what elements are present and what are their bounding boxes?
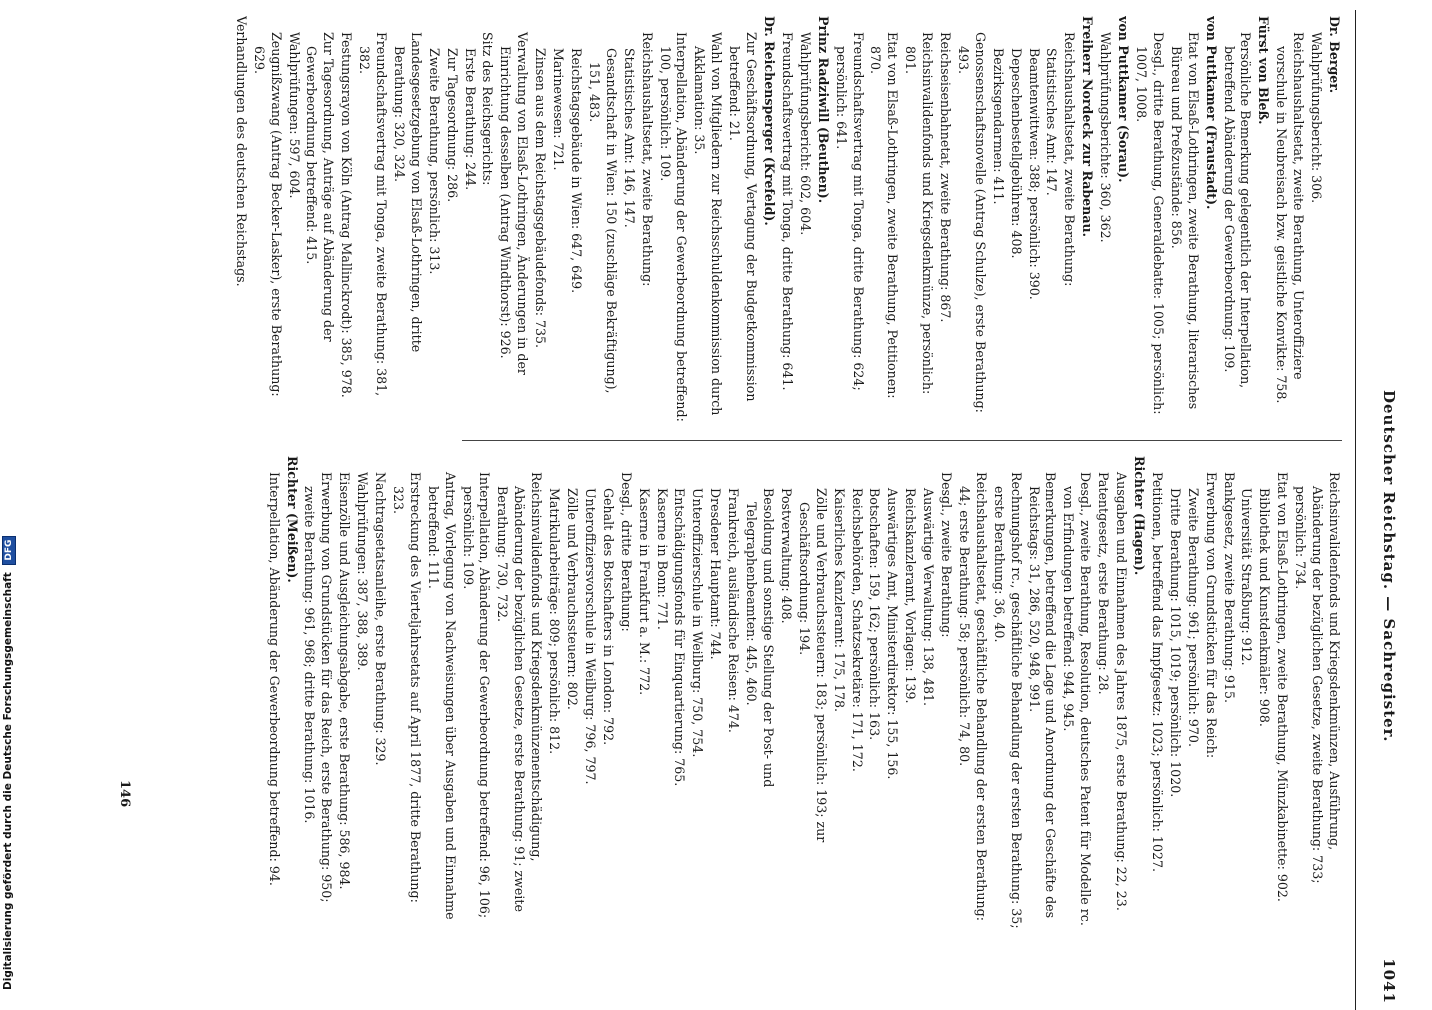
register-subentry: Matrikularbeiträge: 809; persönlich: 812. bbox=[547, 488, 563, 755]
register-subentry: Wahl von Mitgliedern zur Reichsschuldenkommission durch Akklamation: 35. bbox=[692, 32, 725, 416]
register-subentry: Kaiserliches Kanzleramt: 175, 178. bbox=[831, 488, 847, 713]
register-name-entry: Fürst von Bleß. bbox=[1256, 16, 1272, 125]
register-subentry: Interpellation, Abänderung der Gewerbeordnung betreffend: 96, 106; persönlich: 109. bbox=[460, 472, 493, 919]
register-subentry: Zölle und Verbrauchssteuern: 802. bbox=[565, 488, 581, 710]
register-subentry: Statistisches Amt: 147. bbox=[1044, 48, 1060, 196]
register-subentry: Wahlprüfungen: 387, 388, 389. bbox=[355, 472, 371, 671]
register-subentry: Nachtragsetatsanleihe, erste Berathung: 329. bbox=[373, 472, 389, 766]
register-subentry: Desgl., dritte Berathung, Generaldebatte: 1005; persönlich: 1007, 1008. bbox=[1134, 32, 1166, 415]
folio-number: 146 bbox=[117, 780, 132, 808]
register-subentry: Unteroffizierschule in Weilburg: 750, 754. bbox=[690, 488, 706, 758]
column-divider bbox=[462, 440, 1342, 441]
register-subentry: Bankgesetz, zweite Berathung: 915. bbox=[1221, 472, 1237, 704]
register-subentry: Etat von Elsaß-Lothringen, zweite Berathung, Petitionen: 870. bbox=[868, 32, 901, 399]
register-subentry: Bemerkungen, betreffend die Lage und Anordnung der Geschäfte des Reichstags: 31, 286, 520, 948, 991. bbox=[1026, 472, 1059, 919]
register-subentry: Zweite Berathung, persönlich: 313. bbox=[426, 48, 442, 275]
running-head bbox=[1355, 10, 1404, 1010]
register-subentry: Reichshaushaltsetat, zweite Berathung, Unteroffiziere vorschule in Neubreisach bzw. geistliche Konvikte: 758. bbox=[1274, 32, 1307, 404]
digitisation-notice bbox=[2, 390, 18, 990]
register-name-entry: Dr. Reichensperger (Krefeld). bbox=[762, 16, 777, 226]
register-subentry: Patentgesetz, erste Berathung: 28. bbox=[1096, 472, 1112, 695]
right-column bbox=[102, 456, 1342, 930]
register-subentry: Reichshaushaltsetat, geschäftliche Behandlung der ersten Berathung: 44; erste Berathung: 58; persönlich: 74, 80. bbox=[956, 472, 989, 921]
left-column bbox=[102, 16, 1342, 424]
rotated-text-page bbox=[84, 10, 1404, 1010]
register-subentry: Gesandtschaft in Wien: 150 (zuschläge Bekräftigung), 151, 483. bbox=[586, 48, 619, 394]
register-subentry: Marinewesen: 721. bbox=[551, 48, 567, 171]
register-subentry: Freundschaftsvertrag mit Tonga, dritte Berathung: 641. bbox=[779, 32, 795, 391]
register-subentry: Rechnungshof rc., geschäftliche Behandlung der ersten Berathung: 35; erste Berathung: 36, 40. bbox=[991, 472, 1024, 929]
register-name-entry: Prinz Radziwill (Beuthen). bbox=[815, 16, 831, 204]
register-subentry: Auswärtige Verwaltung: 138, 481. bbox=[921, 488, 937, 706]
register-subentry: Zölle und Verbrauchssteuern: 183; persönlich: 193; zur Geschäftsordnung: 194. bbox=[796, 488, 829, 843]
register-subentry: Depeschenbestellgebühren: 408. bbox=[1008, 48, 1024, 259]
register-subentry: Wahlprüfungsbericht: 306. bbox=[1309, 32, 1325, 204]
register-subentry: Sitz des Reichsgerichts: bbox=[480, 32, 496, 186]
register-subentry: Wahlprüfungsberichte: 360, 362. bbox=[1098, 32, 1114, 243]
register-subentry: Kaserne in Bonn: 771. bbox=[654, 488, 670, 630]
register-subentry: Eisenzölle und Ausgleichungsabgabe, erste Berathung: 586, 984. bbox=[337, 472, 353, 890]
register-subentry: Interpellation, Abänderung der Gewerbeordnung betreffend: 94. bbox=[266, 472, 282, 886]
register-subentry: Reichsinvalidenfonds und Kriegsdenkmünze, persönlich: 801. bbox=[903, 32, 936, 395]
register-subentry: Reichstagsgebäude in Wien: 647, 649. bbox=[569, 48, 585, 294]
register-subentry: Desgl., dritte Berathung: bbox=[618, 472, 634, 632]
register-subentry: Zur Geschäftsordnung, Vertagung der Budgetkommission betreffend: 21. bbox=[727, 32, 760, 402]
register-subentry: Persönliche Bemerkung gelegentlich der Interpellation, betreffend Abänderung der Gewerbeordnung: 109. bbox=[1221, 32, 1254, 389]
register-subentry: Entschädigungsfonds für Einquartierung: 765. bbox=[672, 488, 688, 787]
register-subentry: Genossenschaftsnovelle (Antrag Schulze), erste Berathung: 493. bbox=[955, 32, 988, 413]
register-subentry: Gehalt des Botschafters in London: 792. bbox=[600, 488, 616, 746]
register-subentry: Festungsrayon von Köln (Antrag Mallinckrodt): 385, 978. bbox=[339, 32, 355, 398]
page-title: Deutscher Reichstag. — Sachregister. bbox=[1380, 390, 1398, 743]
register-subentry: Auswärtiges Amt, Ministerdirektor: 155, 156. bbox=[885, 488, 901, 780]
register-subentry: Besoldung und sonstige Stellung der Post- und Telegraphenbeamten: 445, 460. bbox=[744, 488, 776, 788]
register-subentry: Etat von Elsaß-Lothringen, zweite Berathung, Münzkabinette: 902. bbox=[1275, 472, 1291, 902]
register-subentry: Freundschaftsvertrag mit Tonga, zweite Berathung: 381, 382. bbox=[357, 32, 390, 397]
register-subentry: Reichsbehörden, Schatzsekretäre: 171, 172. bbox=[849, 488, 865, 772]
register-subentry: Freundschaftsvertrag mit Tonga, dritte Berathung: 624; persönlich: 641. bbox=[833, 32, 866, 391]
register-subentry: Antrag, Vorlegung von Nachweisungen über Ausgaben und Einnahme betreffend: 111. bbox=[425, 472, 458, 920]
register-subentry: Wahlprüfungen: 597, 604. bbox=[286, 32, 302, 199]
page-number: 1041 bbox=[1380, 958, 1398, 1004]
register-subentry: Universität Straßburg: 912. bbox=[1239, 488, 1255, 666]
register-subentry: Zweite Berathung: 961; persönlich: 970. bbox=[1185, 488, 1201, 747]
register-subentry: Reichskanzleramt, Vorlagen: 139. bbox=[903, 488, 919, 704]
register-subentry: Wahlprüfungsbericht: 602, 604. bbox=[797, 32, 813, 236]
register-subentry: Botschaften: 159, 162; persönlich: 163. bbox=[867, 488, 883, 741]
register-subentry: Desgl., zweite Berathung: bbox=[939, 472, 955, 638]
register-subentry: Beamtenwittwen: 388; persönlich: 390. bbox=[1026, 48, 1042, 300]
register-subentry: Kaserne in Frankfurt a. M.: 772. bbox=[636, 488, 652, 696]
register-subentry: Erste Berathung: 244. bbox=[462, 48, 478, 191]
register-subentry: Reichseisenbahnetat, zweite Berathung: 867. bbox=[938, 32, 954, 323]
register-subentry: Bibliothek und Kunstdenkmäler: 908. bbox=[1257, 488, 1273, 727]
register-subentry: Reichsinvalidenfonds und Kriegsdenkmünzen, Ausführung, Abänderung der bezüglichen Gesetze, zweite Berathung: 733; persönlich: 734. bbox=[1293, 472, 1342, 884]
register-name-entry: Freiherr Nordeck zur Rabenau. bbox=[1080, 16, 1096, 238]
register-subentry: Interpellation, Abänderung der Gewerbeordnung betreffend: 100, persönlich: 109. bbox=[657, 32, 690, 422]
register-subentry: Erwerbung von Grundstücken für das Reich: bbox=[1203, 472, 1219, 759]
register-name-entry: Richter (Meißen). bbox=[284, 456, 300, 583]
register-subentry: Landesgesetzgebung von Elsaß-Lothringen, dritte Berathung: 320, 324. bbox=[391, 32, 424, 353]
register-subentry: Reichshaushaltsetat, zweite Berathung: bbox=[1062, 32, 1078, 287]
register-subentry: Zur Tagesordnung, Anträge auf Abänderung der Gewerbeordnung betreffend: 415. bbox=[304, 32, 337, 342]
register-subentry: Erstreckung des Vierteljahrsetats auf April 1877, dritte Berathung: 323. bbox=[390, 472, 423, 903]
register-subentry: Petitionen, betreffend das Impfgesetz: 1023; persönlich: 1027. bbox=[1149, 472, 1165, 872]
register-name-entry: von Puttkamer (Sorau). bbox=[1116, 16, 1132, 183]
register-name-entry: Dr. Berger. bbox=[1327, 16, 1342, 94]
register-subentry: Etat von Elsaß-Lothringen, zweite Berathung, literarisches Büreau und Preßzustände: 856. bbox=[1168, 32, 1201, 410]
register-subentry: Unteroffiziersvorschule in Weilburg: 796, 797. bbox=[582, 488, 598, 785]
register-subentry: Ausgaben und Einnahmen des Jahres 1875, erste Berathung: 22, 23. bbox=[1114, 472, 1130, 911]
dfg-logo: DFG bbox=[2, 536, 16, 565]
register-subentry: Statistisches Amt: 146, 147. bbox=[621, 48, 637, 228]
register-subentry: Bezirksgendarmen: 411. bbox=[990, 48, 1006, 205]
register-name-entry: von Puttkamer (Fraustadt). bbox=[1203, 16, 1219, 210]
register-subentry: Dresdener Hauptamt: 744. bbox=[708, 488, 724, 660]
register-subentry: Dritte Berathung: 1015, 1019; persönlich: 1020. bbox=[1167, 488, 1183, 798]
register-subentry: Erwerbung von Grundstücken für das Reich, erste Berathung: 950; zweite Berathung: 961, 968; dritte Berathung: 1016. bbox=[302, 472, 335, 903]
register-subentry: Verwaltung von Elsaß-Lothringen, Änderungen in der Einrichtung desselben (Antrag Windthorst): 926. bbox=[498, 32, 531, 375]
register-subentry: Reichshaushaltsetat, zweite Berathung: bbox=[639, 32, 655, 287]
register-subentry: Zinsen aus dem Reichstagsgebäudefonds: 735. bbox=[533, 48, 549, 349]
register-subentry: Zeugnißzwang (Antrag Becker-Lasker), erste Berathung: 629. bbox=[251, 32, 284, 397]
register-subentry: Reichsinvalidenfonds und Kriegsdenkmünzenentschädigung, Abänderung der bezüglichen Gesetze, erste Berathung: 91; zweite Berathung: 730, 732. bbox=[495, 472, 545, 912]
register-subentry: Verhandlungen des deutschen Reichstags. bbox=[233, 16, 249, 287]
register-subentry: Zur Tagesordnung: 286. bbox=[444, 48, 460, 203]
register-subentry: Frankreich, ausländische Reisen: 474. bbox=[726, 488, 742, 733]
register-subentry: Desgl., zweite Berathung, Resolution, deutsches Patent für Modelle rc. von Erfindungen betreffend: 944, 945. bbox=[1061, 472, 1094, 926]
register-subentry: Postverwaltung: 408. bbox=[778, 488, 794, 624]
register-name-entry: Richter (Hagen). bbox=[1132, 456, 1148, 576]
notice-text: Digitalisierung gefördert durch die Deutsche Forschungsgemeinschaft bbox=[2, 572, 14, 990]
